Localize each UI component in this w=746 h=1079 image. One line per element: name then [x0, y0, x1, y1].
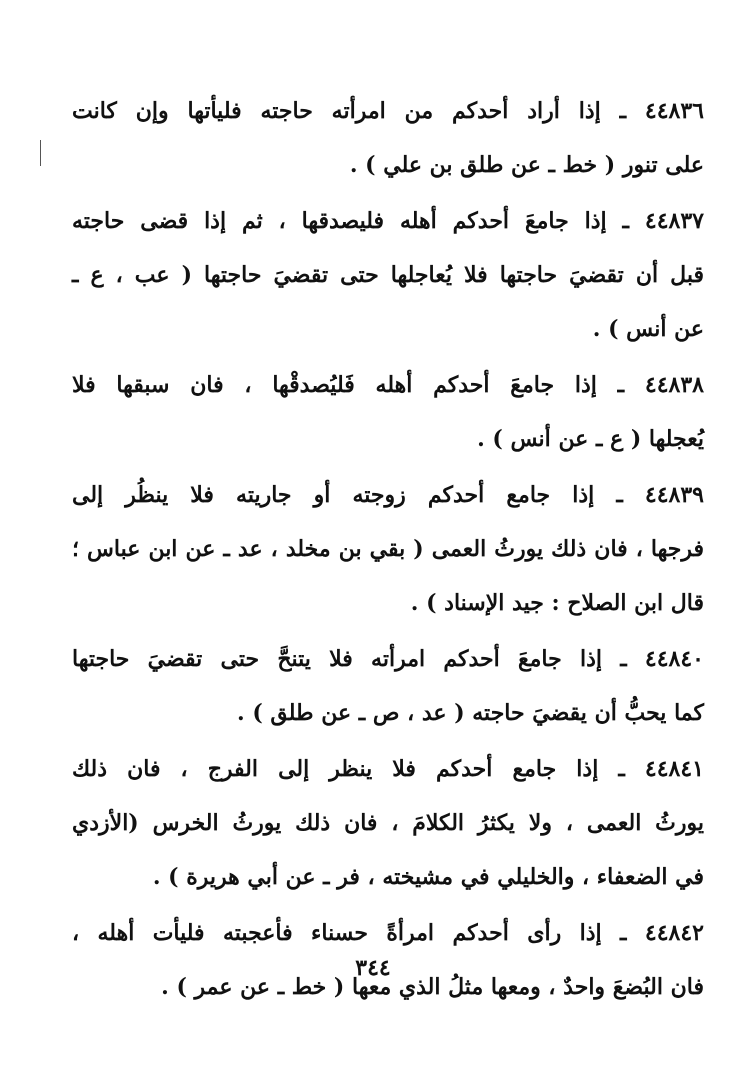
hadith-entry-44841 [72, 742, 704, 904]
hadith-entries [72, 84, 704, 1016]
entry-line: ٤٤٨٣٨ ـ إذا جامعَ أحدكم أهله فَليُصدقْها ، فان سبقها فلا [72, 372, 704, 398]
entry-line: يورثُ العمى ، ولا يكثرُ الكلامَ ، فان ذلك يورثُ الخرس (الأزدي [72, 810, 704, 836]
entry-line: ٤٤٨٤١ ـ إذا جامع أحدكم فلا ينظر إلى الفرج ، فان ذلك [72, 756, 704, 782]
entry-line: عن أنس ) . [592, 316, 704, 342]
entry-line: على تنور ( خط ـ عن طلق بن علي ) . [349, 152, 704, 178]
entry-line: ٤٤٨٣٩ ـ إذا جامع أحدكم زوجته أو جاريته فلا ينظُر إلى [72, 482, 704, 508]
entry-line: فرجها ، فان ذلك يورثُ العمى ( بقي بن مخلد ، عد ـ عن ابن عباس ؛ [72, 536, 704, 562]
hadith-entry-44836 [72, 84, 704, 192]
hadith-entry-44838 [72, 358, 704, 466]
entry-line: ٤٤٨٣٦ ـ إذا أراد أحدكم من امرأته حاجته فليأتها وإن كانت [72, 98, 704, 124]
entry-line: في الضعفاء ، والخليلي في مشيخته ، فر ـ عن أبي هريرة ) . [152, 864, 704, 890]
entry-line: فان البُضعَ واحدٌ ، ومعها مثلُ الذي معها ( خط ـ عن عمر ) . [161, 974, 704, 1000]
page-number: ٣٤٤ [355, 955, 391, 981]
hadith-entry-44840 [72, 632, 704, 740]
entry-line: قبل أن تقضيَ حاجتها فلا يُعاجلها حتى تقضيَ حاجتها ( عب ، ع ـ [72, 262, 704, 288]
entry-line: ٤٤٨٣٧ ـ إذا جامعَ أحدكم أهله فليصدقها ، ثم إذا قضى حاجته [72, 208, 704, 234]
hadith-entry-44839 [72, 468, 704, 630]
entry-line: ٤٤٨٤٢ ـ إذا رأى أحدكم امرأةً حسناء فأعجبته فليأت أهله ، [72, 920, 704, 946]
entry-line: يُعجلها ( ع ـ عن أنس ) . [477, 426, 704, 452]
entry-line: قال ابن الصلاح : جيد الإسناد ) . [410, 590, 704, 616]
entry-line: ٤٤٨٤٠ ـ إذا جامعَ أحدكم امرأته فلا يتنحَّ حتى تقضيَ حاجتها [72, 646, 704, 672]
entry-line: كما يحبُّ أن يقضيَ حاجته ( عد ، ص ـ عن طلق ) . [237, 700, 704, 726]
hadith-entry-44837 [72, 194, 704, 356]
margin-rule [40, 140, 41, 166]
